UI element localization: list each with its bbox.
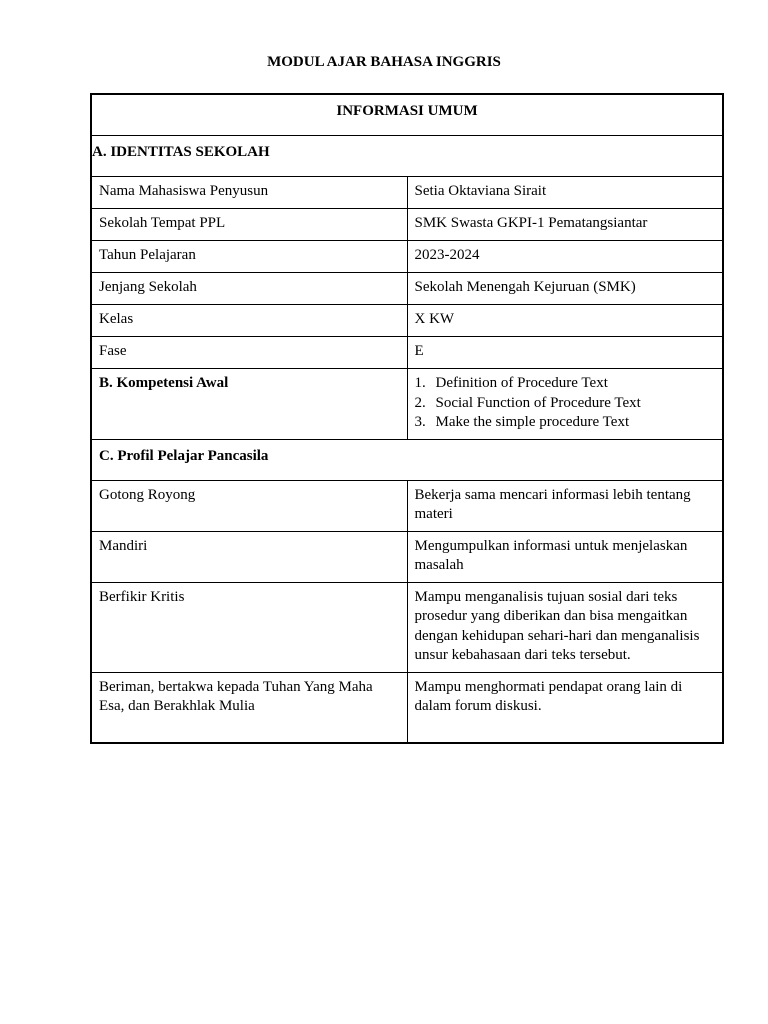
list-text: Make the simple procedure Text	[435, 414, 630, 430]
table-row	[91, 209, 723, 241]
list-number: 3.	[414, 414, 426, 430]
row-value: Mampu menghormati pendapat orang lain di dalam forum diskusi.	[407, 672, 723, 743]
section-a-row	[91, 136, 723, 177]
list-item	[415, 374, 716, 394]
row-label: Gotong Royong	[91, 480, 407, 531]
row-value: 2023-2024	[407, 241, 723, 273]
row-label: Beriman, bertakwa kepada Tuhan Yang Maha Esa, dan Berakhlak Mulia	[91, 672, 407, 743]
section-c-row	[91, 439, 723, 480]
table-header-row	[91, 94, 723, 136]
table-row	[91, 337, 723, 369]
list-number: 1.	[414, 375, 426, 391]
table-row	[91, 582, 723, 672]
list-item	[415, 394, 716, 414]
row-label: Tahun Pelajaran	[91, 241, 407, 273]
kompetensi-awal-row	[91, 369, 723, 440]
row-label: Nama Mahasiswa Penyusun	[91, 177, 407, 209]
list-item	[415, 413, 716, 433]
table-row	[91, 531, 723, 582]
row-value: X KW	[407, 305, 723, 337]
row-label: Fase	[91, 337, 407, 369]
row-label: Sekolah Tempat PPL	[91, 209, 407, 241]
section-c-heading: C. Profil Pelajar Pancasila	[91, 439, 723, 480]
row-value: Sekolah Menengah Kejuruan (SMK)	[407, 273, 723, 305]
row-value: Mampu menganalisis tujuan sosial dari teks prosedur yang diberikan dan bisa mengaitkan dengan kehidupan sehari-hari dan menganalisis unsur kebahasaan dari teks tersebut.	[407, 582, 723, 672]
row-value: E	[407, 337, 723, 369]
section-a-heading: A. IDENTITAS SEKOLAH	[91, 136, 723, 177]
list-text: Social Function of Procedure Text	[435, 394, 641, 411]
kompetensi-awal-list-cell	[407, 369, 723, 440]
table-row	[91, 305, 723, 337]
informasi-umum-table	[90, 93, 724, 744]
row-label: Jenjang Sekolah	[91, 273, 407, 305]
list-number: 2.	[414, 394, 426, 411]
row-label: Mandiri	[91, 531, 407, 582]
row-value: Bekerja sama mencari informasi lebih tentang materi	[407, 480, 723, 531]
list-text: Definition of Procedure Text	[435, 375, 608, 391]
document-title: MODUL AJAR BAHASA INGGRIS	[267, 54, 501, 70]
row-value: SMK Swasta GKPI-1 Pematangsiantar	[407, 209, 723, 241]
table-row	[91, 241, 723, 273]
row-label: Berfikir Kritis	[91, 582, 407, 672]
table-row	[91, 273, 723, 305]
table-row	[91, 672, 723, 743]
table-header: INFORMASI UMUM	[91, 94, 723, 136]
row-value: Mengumpulkan informasi untuk menjelaskan masalah	[407, 531, 723, 582]
kompetensi-awal-label: B. Kompetensi Awal	[91, 369, 407, 440]
row-value: Setia Oktaviana Sirait	[407, 177, 723, 209]
row-label: Kelas	[91, 305, 407, 337]
table-row	[91, 480, 723, 531]
table-row	[91, 177, 723, 209]
kompetensi-awal-list	[415, 374, 716, 433]
